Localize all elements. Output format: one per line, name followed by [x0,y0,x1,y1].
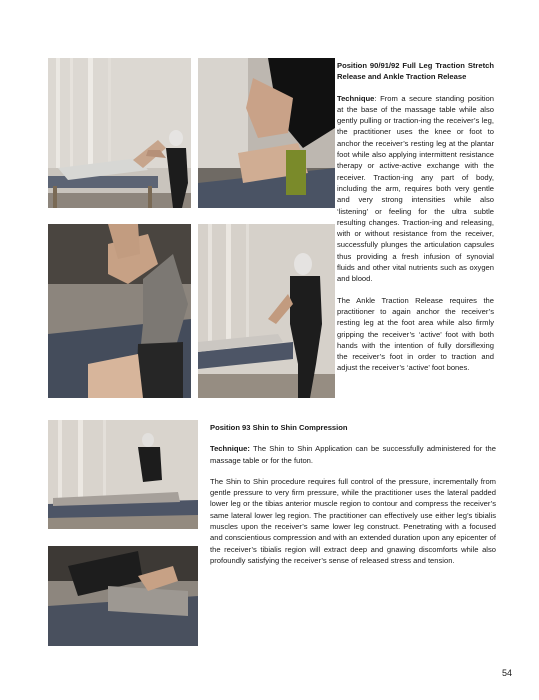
ankle-traction-paragraph: The Ankle Traction Release requires the practitioner to again anchor the receiver’s resting leg at the foot area while also firmly gripping the receiver’s ‘active’ foot with both hands with the intention of fully dorsiflexing the receiver’s foot in order to traction and adjust the receiver’s ‘active’ foot bones. [337,295,494,373]
shin-to-shin-paragraph: The Shin to Shin procedure requires full control of the pressure, incrementally from gentle pressure to very firm pressure, while the practitioner uses the lateral padded lower leg or the tibias anterior muscle region to contour and compress the receiver’s same lateral lower leg region. The practitioner can effectively use either leg’s tibialis muscles upon the receiver’s same lower leg construct. Penetrating with a focused and conscientious compression and with an extended duration upon any epicenter of the receiver’s tibialis region will extract deep and gnawing discomforts while also profoundly satisfying the receiver’s sense of released stress and tension. [210,476,496,565]
technique-paragraph [337,93,494,285]
photo-full-leg-traction-standing [48,58,191,208]
technique-text: The Shin to Shin Application can be successfully administered for the massage table or for the futon. [210,444,496,465]
photo-shin-to-shin-closeup [48,546,198,646]
photo-ankle-traction-standing [198,224,335,398]
section-heading: Position 90/91/92 Full Leg Traction Stretch Release and Ankle Traction Release [337,61,494,82]
section-heading: Position 93 Shin to Shin Compression [210,423,348,432]
section-shin-to-shin [210,422,496,576]
page-number: 54 [502,668,513,678]
photo-ankle-traction-closeup [198,58,335,208]
photo-shin-to-shin-table [48,420,198,529]
section-full-leg-traction [337,60,494,384]
technique-text: : From a secure standing position at the base of the massage table while also gently pulling or traction-ing the receiver’s leg, the practitioner uses the knee or foot to anchor the receiver’s resting leg at the plantar foot while also applying intermittent resistance therapy or active-active exchange with the receiver. Traction-ing any part of body, including the arm, requires both very gentle and very strong intensities while also ‘listening’ or feeling for the ultra subtle resulting changes. Traction-ing and releasing, with or without resistance from the receiver, successfully plunges the articulation capsules thus providing a fresh infusion of synovial fluids and other vital nutrients such as oxygen and blood. [337,93,494,284]
photo-foot-resistance [48,224,191,398]
technique-paragraph [210,443,496,466]
technique-label: Technique [337,93,375,103]
technique-label: Technique: [210,444,250,454]
